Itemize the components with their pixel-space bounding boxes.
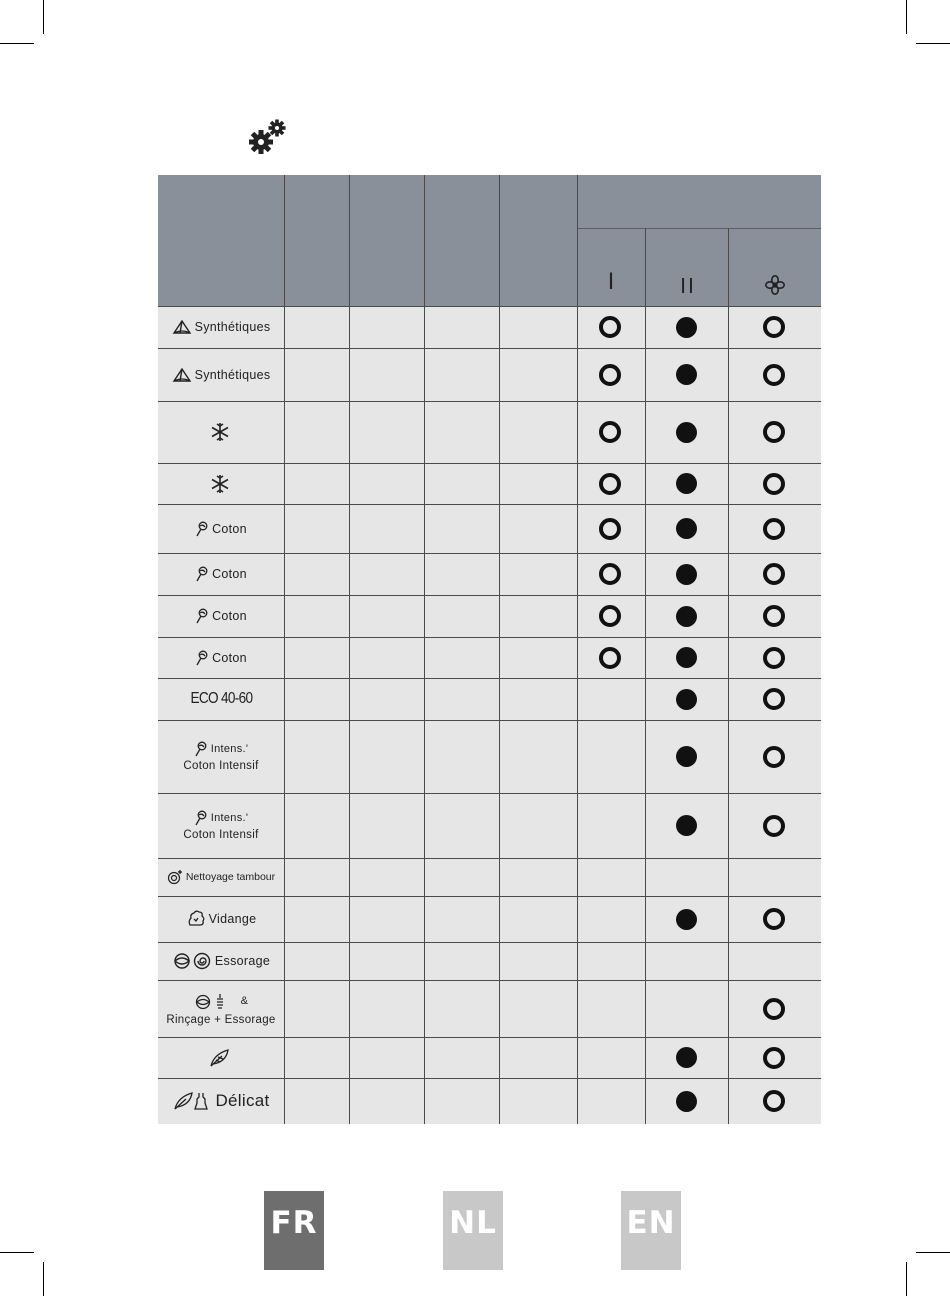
row-label-text: Vidange	[208, 912, 257, 926]
open-circle	[763, 1090, 785, 1112]
cotton-icon	[195, 566, 209, 582]
header-col-2: II	[680, 274, 696, 298]
feather-dress-icon	[172, 1091, 212, 1111]
synthetics-icon	[172, 319, 192, 335]
crop-mark	[0, 43, 34, 44]
filled-dot	[676, 746, 697, 767]
open-circle	[763, 364, 785, 386]
open-circle	[763, 563, 785, 585]
row-label-text: &	[240, 995, 249, 1007]
language-tab-fr[interactable]: FR	[264, 1191, 324, 1270]
filled-dot	[676, 909, 697, 930]
open-circle	[599, 364, 621, 386]
cotton-icon	[195, 650, 209, 666]
filled-dot	[676, 564, 697, 585]
filled-dot	[676, 317, 697, 338]
language-tab-nl[interactable]: NL	[443, 1191, 503, 1270]
column-divider	[499, 175, 500, 1124]
row-label	[158, 858, 284, 896]
crop-mark	[906, 1262, 907, 1296]
open-circle	[599, 563, 621, 585]
row-label	[158, 553, 284, 595]
crop-mark	[906, 0, 907, 34]
cotton-icon	[195, 521, 209, 537]
row-label	[158, 463, 284, 504]
filled-dot	[676, 518, 697, 539]
row-label	[158, 896, 284, 942]
open-circle	[763, 605, 785, 627]
filled-dot	[676, 1047, 697, 1068]
spin-icon	[172, 951, 212, 971]
row-label-subtext: Coton Intensif	[183, 760, 259, 772]
open-circle	[599, 518, 621, 540]
cotton-icon	[194, 741, 208, 757]
row-label-text: Coton	[212, 567, 247, 581]
column-divider	[645, 228, 646, 1124]
filled-dot	[676, 364, 697, 385]
row-label-subtext: Coton Intensif	[183, 829, 259, 841]
crop-mark	[0, 1252, 34, 1253]
row-label-text: Coton	[212, 521, 247, 536]
open-circle	[763, 1047, 785, 1069]
column-divider	[577, 175, 578, 1124]
row-label-text: ECO 40-60	[190, 690, 252, 707]
row-label-text: Essorage	[214, 954, 271, 968]
row-label	[158, 504, 284, 553]
open-circle	[763, 746, 785, 768]
programme-table	[158, 175, 821, 1124]
column-divider	[728, 228, 729, 1124]
header-col-1: I	[607, 270, 615, 295]
feather-icon	[208, 1048, 232, 1068]
snowflake-icon	[210, 474, 230, 494]
filled-dot	[676, 422, 697, 443]
open-circle	[599, 605, 621, 627]
row-label	[158, 1078, 284, 1124]
crop-mark	[43, 0, 44, 34]
open-circle	[599, 421, 621, 443]
open-circle	[763, 815, 785, 837]
open-circle	[763, 688, 785, 710]
row-label-subtext: Rinçage + Essorage	[166, 1014, 276, 1026]
table-header	[158, 175, 821, 306]
row-label-text: Délicat	[215, 1091, 270, 1110]
row-label	[158, 942, 284, 980]
row-label	[158, 401, 284, 463]
row-label	[158, 980, 284, 1037]
row-label-text: Coton	[212, 609, 247, 623]
open-circle	[763, 316, 785, 338]
row-label-text: Coton	[212, 650, 247, 665]
row-label-text: Nettoyage tambour	[185, 871, 276, 883]
open-circle	[599, 647, 621, 669]
row-label-text: Intens.'	[210, 743, 249, 755]
row-label-text: Intens.'	[210, 812, 249, 824]
snowflake-icon	[210, 422, 230, 442]
filled-dot	[676, 606, 697, 627]
row-label-text: Synthétiques	[194, 320, 271, 334]
filled-dot	[676, 1091, 697, 1112]
open-circle	[763, 908, 785, 930]
row-label	[158, 595, 284, 637]
filled-dot	[676, 689, 697, 710]
row-label	[158, 1037, 284, 1078]
open-circle	[599, 316, 621, 338]
cotton-icon	[195, 608, 209, 624]
column-divider	[424, 175, 425, 1124]
open-circle	[763, 998, 785, 1020]
rinse-spin-icon	[194, 991, 238, 1011]
open-circle	[763, 473, 785, 495]
drain-icon	[186, 909, 206, 929]
row-label	[158, 720, 284, 793]
open-circle	[763, 421, 785, 443]
synthetics-icon	[172, 367, 192, 383]
open-circle	[763, 518, 785, 540]
language-tab-en[interactable]: EN	[621, 1191, 681, 1270]
open-circle	[763, 647, 785, 669]
row-label	[158, 793, 284, 858]
cotton-icon	[194, 810, 208, 826]
filled-dot	[676, 815, 697, 836]
filled-dot	[676, 473, 697, 494]
row-label	[158, 678, 284, 720]
crop-mark	[916, 43, 950, 44]
row-label	[158, 306, 284, 348]
column-divider	[349, 175, 350, 1124]
drum-clean-icon	[167, 869, 183, 885]
column-divider	[284, 175, 285, 1124]
open-circle	[599, 473, 621, 495]
row-label-text: Synthétiques	[194, 367, 271, 382]
filled-dot	[676, 647, 697, 668]
gears-icon	[247, 118, 289, 156]
rinse-flower-icon	[764, 274, 786, 301]
row-label	[158, 348, 284, 401]
crop-mark	[916, 1252, 950, 1253]
header-divider	[577, 228, 821, 229]
row-label	[158, 637, 284, 678]
crop-mark	[43, 1262, 44, 1296]
